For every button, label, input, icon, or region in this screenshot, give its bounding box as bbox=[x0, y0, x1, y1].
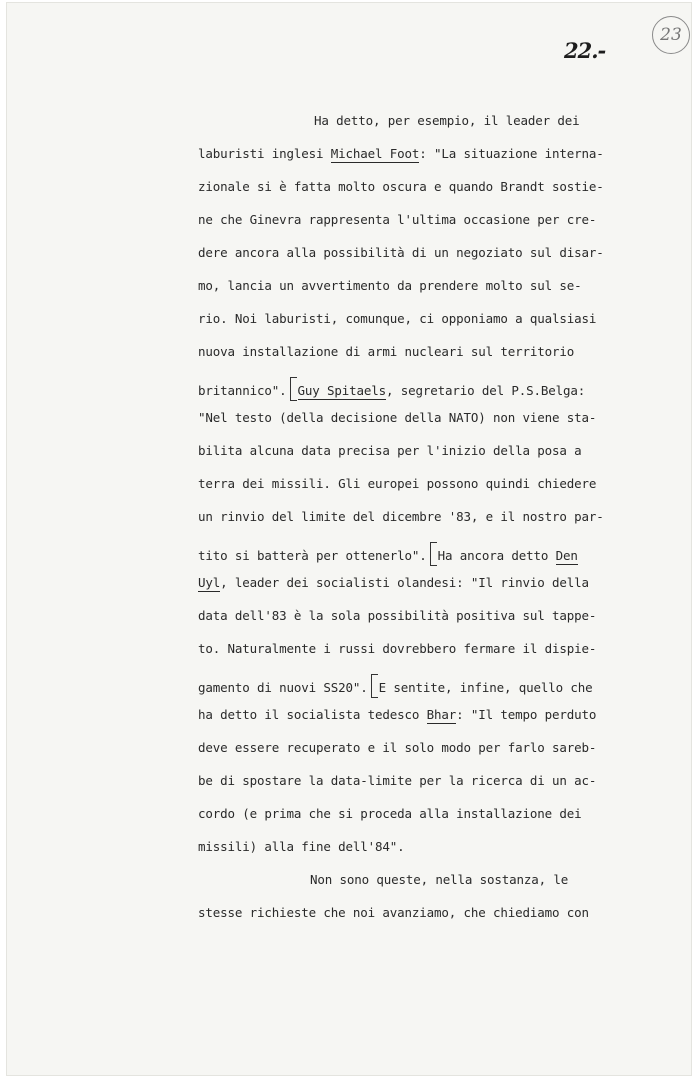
text-line: deve essere recuperato e il solo modo per farlo sareb- bbox=[198, 740, 597, 755]
archive-stamp: 23 bbox=[652, 16, 690, 54]
text-line: ha detto il socialista tedesco Bhar: "Il tempo perduto bbox=[198, 707, 597, 722]
text-line: be di spostare la data-limite per la ricerca di un ac- bbox=[198, 773, 597, 788]
text-line: tito si batterà per ottenerlo". Ha ancora detto Den bbox=[198, 542, 578, 566]
text-line: missili) alla fine dell'84". bbox=[198, 839, 405, 854]
text-line: Ha detto, per esempio, il leader dei bbox=[314, 113, 580, 128]
text-line: rio. Noi laburisti, comunque, ci opponiamo a qualsiasi bbox=[198, 311, 597, 326]
text-line: britannico". Guy Spitaels, segretario del P.S.Belga: bbox=[198, 377, 585, 401]
text-line: stesse richieste che noi avanziamo, che chiediamo con bbox=[198, 905, 589, 920]
text-line: Uyl, leader dei socialisti olandesi: "Il rinvio della bbox=[198, 575, 589, 590]
text-line: zionale si è fatta molto oscura e quando Brandt sostie- bbox=[198, 179, 604, 194]
text-line: terra dei missili. Gli europei possono quindi chiedere bbox=[198, 476, 597, 491]
text-line: dere ancora alla possibilità di un negoziato sul disar- bbox=[198, 245, 604, 260]
text-line: data dell'83 è la sola possibilità positiva sul tappe- bbox=[198, 608, 597, 623]
text-line: "Nel testo (della decisione della NATO) non viene sta- bbox=[198, 410, 597, 425]
text-line: to. Naturalmente i russi dovrebbero fermare il dispie- bbox=[198, 641, 597, 656]
text-line: Non sono queste, nella sostanza, le bbox=[310, 872, 569, 887]
text-line: ne che Ginevra rappresenta l'ultima occasione per cre- bbox=[198, 212, 597, 227]
text-line: mo, lancia un avvertimento da prendere molto sul se- bbox=[198, 278, 582, 293]
text-line: laburisti inglesi Michael Foot: "La situazione interna- bbox=[198, 146, 604, 161]
text-line: gamento di nuovi SS20". E sentite, infine, quello che bbox=[198, 674, 593, 698]
text-line: bilita alcuna data precisa per l'inizio della posa a bbox=[198, 443, 582, 458]
text-line: cordo (e prima che si proceda alla installazione dei bbox=[198, 806, 582, 821]
page-number: 22.- bbox=[564, 38, 606, 63]
text-line: nuova installazione di armi nucleari sul territorio bbox=[198, 344, 575, 359]
text-line: un rinvio del limite del dicembre '83, e il nostro par- bbox=[198, 509, 604, 524]
